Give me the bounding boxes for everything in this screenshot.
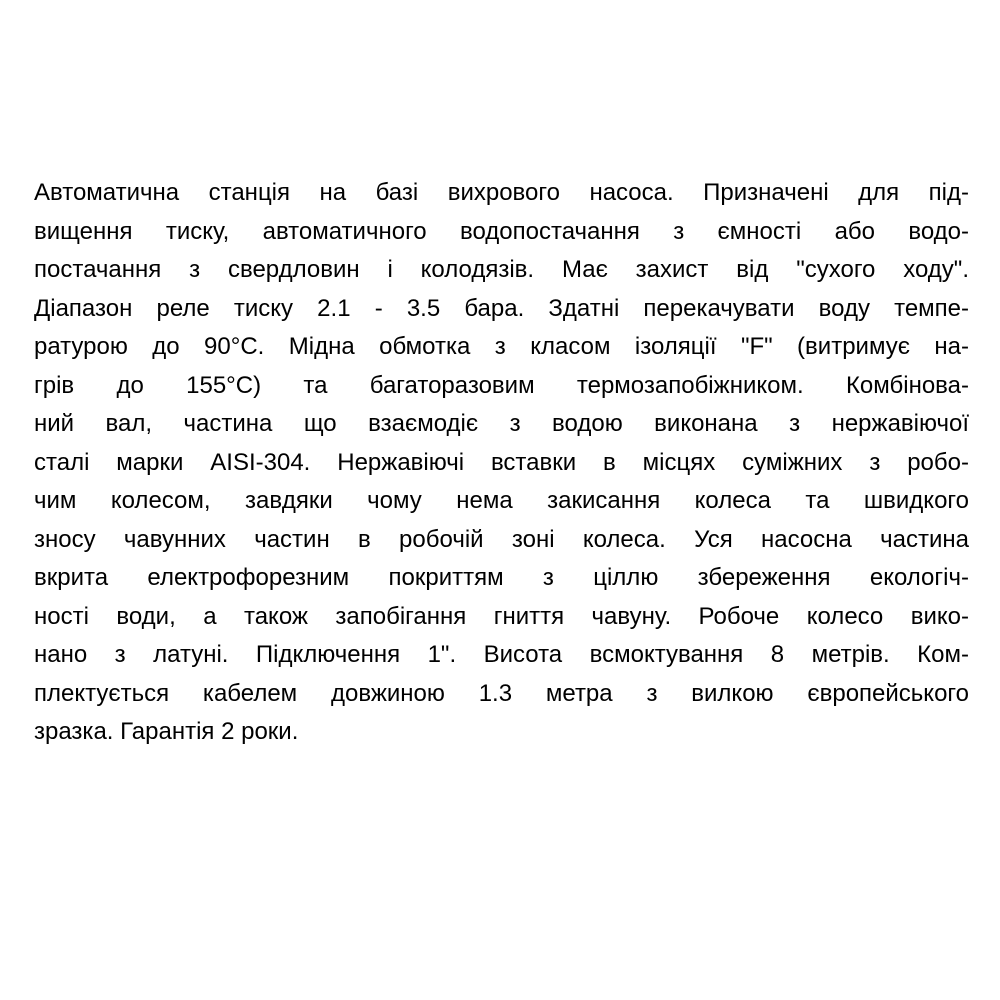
text-line: вищення тиску, автоматичного водопостачання з ємності або водо- [34, 217, 969, 245]
text-line: ратурою до 90°С. Мідна обмотка з класом ізоляції "F" (витримує на- [34, 333, 969, 360]
text-line: Автоматична станція на базі вихрового насоса. Призначені для під- [34, 179, 969, 206]
text-line: ності води, а також запобігання гниття чавуну. Робоче колесо вико- [34, 602, 969, 630]
text-line: ний вал, частина що взаємодіє з водою виконана з нержавіючої [34, 410, 969, 437]
text-line: нано з латуні. Підключення 1". Висота всмоктування 8 метрів. Ком- [34, 641, 969, 668]
text-line: постачання з свердловин і колодязів. Має захист від "сухого ходу". [34, 256, 969, 283]
text-line: сталі марки AISI-304. Нержавіючі вставки в місцях суміжних з робо- [34, 448, 969, 476]
text-line: зразка. Гарантія 2 роки. [34, 718, 299, 745]
text-line: чим колесом, завдяки чому нема закисання колеса та швидкого [34, 487, 969, 514]
text-line: грів до 155°С) та багаторазовим термозапобіжником. Комбінова- [34, 371, 969, 399]
text-line: плектується кабелем довжиною 1.3 метра з вилкою європейського [34, 679, 969, 707]
text-line: зносу чавунних частин в робочій зоні колеса. Уся насосна частина [34, 525, 969, 553]
text-line: Діапазон реле тиску 2.1 - 3.5 бара. Здатні перекачувати воду темпе- [34, 294, 969, 322]
description-text-block [34, 174, 969, 752]
text-line: вкрита електрофорезним покриттям з ціллю збереження екологіч- [34, 564, 969, 591]
